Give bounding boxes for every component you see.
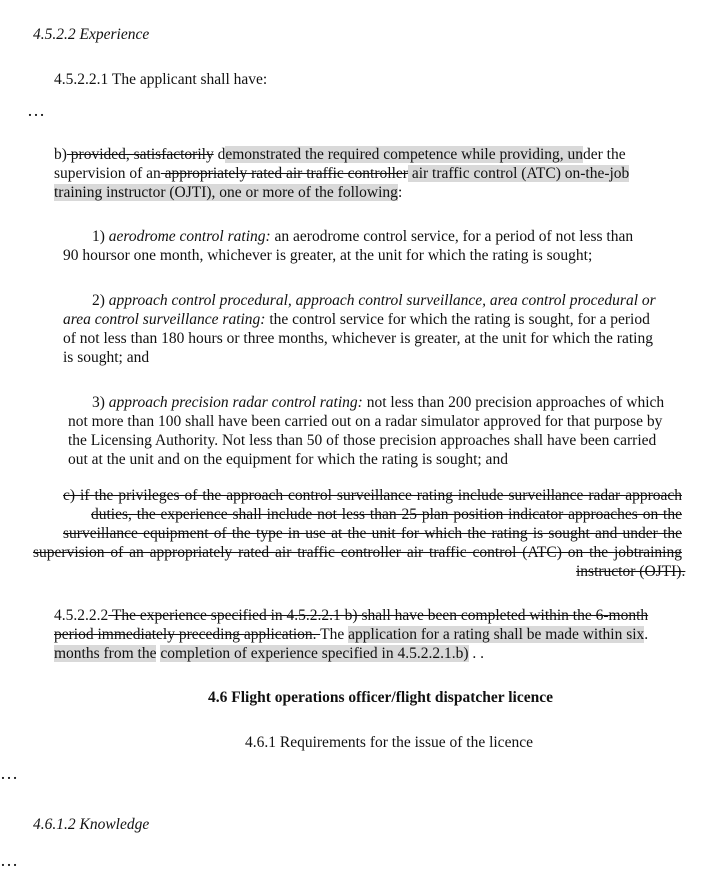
- sub-1-number: 1): [92, 228, 105, 245]
- sub-3-line-4: out at the unit and on the equipment for which the rating is sought; and: [68, 451, 508, 468]
- deleted-text: The experience specified in 4.5.2.2.1 b) shall have been completed within the 6-month: [108, 607, 649, 624]
- item-b-line-2: [54, 164, 629, 183]
- section-heading-4-6-1-2: 4.6.1.2 Knowledge: [33, 816, 150, 833]
- deleted-text: immediately preceding application.: [93, 626, 321, 643]
- subsection-heading-4-6-1: 4.6.1 Requirements for the issue of the licence: [245, 734, 533, 751]
- item-b-line-3: [54, 183, 402, 202]
- ellipsis: …: [0, 763, 20, 783]
- sub-2-title: approach control procedural, approach control surveillance, area control procedural or: [108, 292, 656, 309]
- paragraph-4-5-2-2-2-line-2: [54, 625, 648, 644]
- sub-3-line-3: the Licensing Authority. Not less than 50 of those precision approaches shall have been carried: [68, 432, 657, 449]
- text: supervision of an: [54, 165, 161, 182]
- sub-2-line-2: [63, 310, 650, 329]
- text: .: [644, 626, 649, 643]
- sub-3-line-2: not more than 100 shall have been carried out on a radar simulator approved for that purpose by: [68, 413, 663, 430]
- text: . .: [468, 645, 485, 662]
- sub-2-line-1: [92, 291, 656, 310]
- item-b-line-1: [54, 145, 626, 164]
- sub-1-line-1: [92, 227, 633, 246]
- item-c-line-2: duties, the experience shall include not less than 25 plan position indicator approaches on the: [91, 506, 682, 523]
- paragraph-number: 4.5.2.2.2: [54, 607, 109, 624]
- sub-1-line-2: 90 hoursor one month, whichever is greater, at the unit for which the rating is sought;: [63, 247, 593, 264]
- item-c-line-5: instructor (OJTI).: [576, 563, 686, 580]
- sub-1-title: aerodrome control rating:: [108, 228, 271, 245]
- highlighted-text: training instructor (OJTI), one or more of the following: [54, 184, 398, 201]
- text: der the: [583, 146, 626, 163]
- section-heading-4-5-2-2: 4.5.2.2 Experience: [33, 26, 150, 43]
- paragraph-4-5-2-2-2-line-1: [54, 606, 648, 625]
- paragraph-4-5-2-2-1: 4.5.2.2.1 The applicant shall have:: [54, 71, 268, 88]
- item-c-line-3: surveillance equipment of the type in use at the unit for which the rating is sought and under the: [63, 525, 682, 542]
- paragraph-4-5-2-2-2-line-3: [54, 644, 484, 663]
- section-heading-4-6: 4.6 Flight operations officer/flight dispatcher licence: [208, 689, 553, 706]
- sub-2-title-cont: area control surveillance rating:: [63, 311, 266, 328]
- deleted-text: provided, satisfactorily: [66, 146, 214, 163]
- sub-3-title: approach precision radar control rating:: [108, 394, 363, 411]
- sub-2-line-3: of not less than 180 hours or three months, whichever is greater, at the unit for which the rating: [63, 330, 653, 347]
- text: an aerodrome control service, for a period of not less than: [270, 228, 634, 245]
- text: d: [213, 146, 226, 163]
- text: The: [320, 626, 349, 643]
- ellipsis: …: [27, 100, 47, 120]
- deleted-text: period: [54, 626, 94, 643]
- text: the control service for which the rating is sought, for a period: [265, 311, 650, 328]
- text: :: [397, 184, 403, 201]
- ellipsis: …: [0, 850, 20, 870]
- deleted-text: appropriately rated air traffic controller: [160, 165, 408, 182]
- highlighted-text: completion of experience specified in 4.5.2.2.1.b): [160, 645, 469, 662]
- sub-2-number: 2): [92, 292, 105, 309]
- highlighted-text: months from the: [54, 645, 157, 662]
- sub-3-number: 3): [92, 394, 105, 411]
- highlighted-text: air traffic control (ATC) on-the-job: [407, 165, 630, 182]
- item-c-line-1: c) if the privileges of the approach control surveillance rating include surveillance radar approach: [63, 487, 682, 504]
- sub-3-line-1: [92, 393, 664, 412]
- item-b-label: b): [54, 146, 67, 163]
- sub-2-line-4: is sought; and: [63, 349, 150, 366]
- text: not less than 200 precision approaches of which: [362, 394, 665, 411]
- highlighted-text: emonstrated the required competence while providing, un: [225, 146, 584, 163]
- highlighted-text: application for a rating shall be made within six: [348, 626, 645, 643]
- item-c-line-4: supervision of an appropriately rated air traffic controller air traffic control (ATC) on the jobtraining: [33, 544, 682, 561]
